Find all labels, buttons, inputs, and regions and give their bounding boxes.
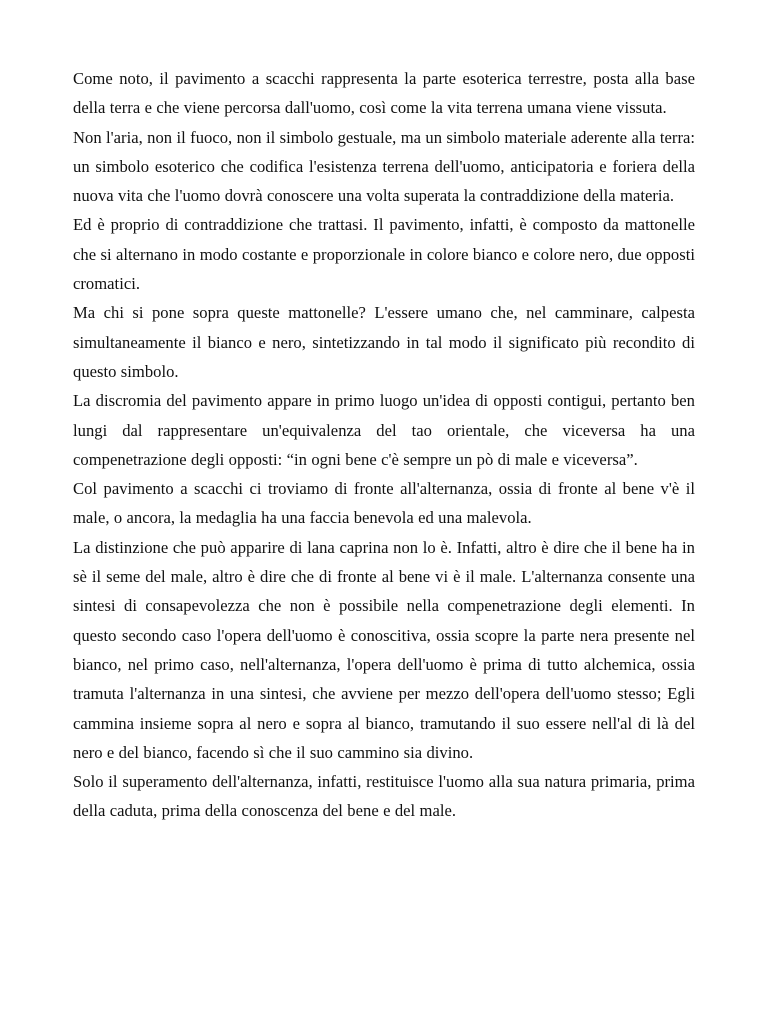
document-page xyxy=(73,64,695,826)
paragraph-4: Ma chi si pone sopra queste mattonelle? L'essere umano che, nel camminare, calpesta simultaneamente il bianco e nero, sintetizzando in tal modo il significato più recondito di questo simbolo. xyxy=(73,303,695,381)
paragraph-5: La discromia del pavimento appare in primo luogo un'idea di opposti contigui, pertanto ben lungi dal rappresentare un'equivalenza del tao orientale, che viceversa ha una compenetrazione degli opposti: “in ogni bene c'è sempre un pò di male e viceversa”. xyxy=(73,391,695,469)
paragraph-6: Col pavimento a scacchi ci troviamo di fronte all'alternanza, ossia di fronte al bene v'è il male, o ancora, la medaglia ha una faccia benevola ed una malevola. xyxy=(73,479,695,528)
paragraph-7: La distinzione che può apparire di lana caprina non lo è. Infatti, altro è dire che il bene ha in sè il seme del male, altro è dire che di fronte al bene vi è il male. L'alternanza consente una sintesi di consapevolezza che non è possibile nella compenetrazione degli elementi. In questo secondo caso l'opera dell'uomo è conoscitiva, ossia scopre la parte nera presente nel bianco, nel primo caso, nell'alternanza, l'opera dell'uomo è prima di tutto alchemica, ossia tramuta l'alternanza in una sintesi, che avviene per mezzo dell'opera dell'uomo stesso; Egli cammina insieme sopra al nero e sopra al bianco, tramutando il suo essere nell'al di là del nero e del bianco, facendo sì che il suo cammino sia divino. xyxy=(73,537,695,762)
paragraph-3: Ed è proprio di contraddizione che trattasi. Il pavimento, infatti, è composto da mattonelle che si alternano in modo costante e proporzionale in colore bianco e colore nero, due opposti cromatici. xyxy=(73,215,695,294)
paragraph-1: Come noto, il pavimento a scacchi rappresenta la parte esoterica terrestre, posta alla base della terra e che viene percorsa dall'uomo, così come la vita terrena umana viene vissuta. xyxy=(73,69,695,118)
paragraph-8: Solo il superamento dell'alternanza, infatti, restituisce l'uomo alla sua natura primaria, prima della caduta, prima della conoscenza del bene e del male. xyxy=(73,772,695,821)
paragraph-2: Non l'aria, non il fuoco, non il simbolo gestuale, ma un simbolo materiale aderente alla terra: un simbolo esoterico che codifica l'esistenza terrena dell'uomo, anticipatoria e foriera della nuova vita che l'uomo dovrà conoscere una volta superata la contraddizione della materia. xyxy=(73,127,695,206)
